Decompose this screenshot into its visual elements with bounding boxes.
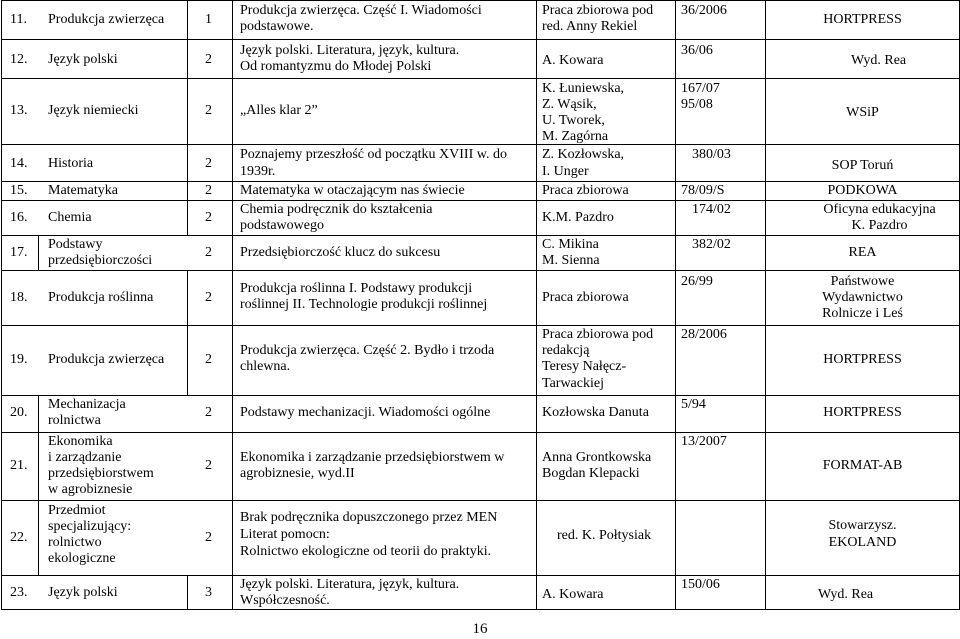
subject-cell: Chemia bbox=[48, 210, 92, 225]
row-number: 18. bbox=[10, 290, 28, 305]
row-number: 17. bbox=[10, 245, 28, 260]
row-number: 11. bbox=[10, 12, 27, 27]
title-line: Chemia podręcznik do kształcenia bbox=[240, 202, 433, 217]
publisher-line: Rolnicze i Leś bbox=[822, 306, 903, 321]
author-line: red. Anny Rekiel bbox=[542, 19, 638, 34]
author-line: I. Unger bbox=[542, 164, 589, 179]
hours-cell: 2 bbox=[205, 210, 212, 225]
page-number: 16 bbox=[472, 621, 488, 637]
hours-cell: 2 bbox=[205, 352, 212, 367]
title-line: Współczesność. bbox=[240, 593, 330, 608]
author-line: Tarwackiej bbox=[542, 376, 604, 391]
publisher-cell: FORMAT-AB bbox=[822, 458, 903, 473]
title-line: agrobiznesie, wyd.II bbox=[240, 466, 355, 481]
author-line: K. Łuniewska, bbox=[542, 81, 625, 96]
title-line: Podstawy mechanizacji. Wiadomości ogólne bbox=[240, 405, 491, 420]
hours-cell: 2 bbox=[205, 458, 212, 473]
title-line: chlewna. bbox=[240, 359, 291, 374]
hours-cell: 2 bbox=[205, 156, 212, 171]
publisher-cell: HORTPRESS bbox=[823, 12, 902, 27]
publisher-line: EKOLAND bbox=[828, 535, 897, 550]
approval-number: 36/2006 bbox=[681, 3, 727, 18]
subject-line: przedsiębiorstwem bbox=[48, 466, 154, 481]
publisher-line: Stowarzysz. bbox=[828, 518, 897, 533]
author-line: Bogdan Klepacki bbox=[542, 466, 640, 481]
approval-number: 13/2007 bbox=[681, 434, 727, 449]
subject-cell: Język polski bbox=[48, 585, 118, 600]
approval-number: 95/08 bbox=[681, 97, 713, 112]
publisher-line: Wydawnictwo bbox=[822, 290, 903, 305]
author-line: Anna Grontkowska bbox=[542, 450, 652, 465]
approval-number: 26/99 bbox=[681, 274, 713, 289]
publisher-cell: HORTPRESS bbox=[823, 405, 902, 420]
publisher-cell: REA bbox=[848, 245, 877, 260]
hours-cell: 2 bbox=[205, 530, 212, 545]
title-line: Poznajemy przeszłość od początku XVIII w. do bbox=[240, 147, 507, 162]
author-line: M. Zagórna bbox=[542, 129, 609, 144]
title-line: Brak podręcznika dopuszczonego przez MEN bbox=[240, 510, 498, 525]
title-line: Przedsiębiorczość klucz do sukcesu bbox=[240, 245, 441, 260]
author-line: Praca zbiorowa bbox=[542, 290, 629, 305]
subject-cell: Produkcja roślinna bbox=[48, 290, 154, 305]
hours-cell: 1 bbox=[205, 12, 212, 27]
subject-line: przedsiębiorczości bbox=[48, 253, 153, 268]
hours-cell: 2 bbox=[205, 245, 212, 260]
hours-cell: 3 bbox=[205, 585, 212, 600]
title-line: Produkcja zwierzęca. Część 2. Bydło i trzoda bbox=[240, 343, 495, 358]
approval-number: 28/2006 bbox=[681, 327, 727, 342]
row-number: 12. bbox=[10, 52, 28, 67]
subject-cell: Produkcja zwierzęca bbox=[48, 352, 165, 367]
author-line: C. Mikina bbox=[542, 237, 599, 252]
publisher-cell: Wyd. Rea bbox=[851, 53, 907, 68]
author-line: redakcją bbox=[542, 343, 590, 358]
title-line: „Alles klar 2” bbox=[240, 103, 318, 118]
approval-number: 174/02 bbox=[692, 202, 731, 217]
subject-cell: Historia bbox=[48, 156, 94, 171]
subject-line: rolnictwa bbox=[48, 413, 101, 428]
title-line: podstawowe. bbox=[240, 19, 314, 34]
subject-line: specjalizujący: bbox=[48, 519, 132, 534]
title-line: Język polski. Literatura, język, kultura. bbox=[240, 577, 460, 592]
subject-line: Przedmiot bbox=[48, 503, 106, 518]
subject-line: rolnictwo bbox=[48, 535, 102, 550]
row-number: 13. bbox=[10, 103, 28, 118]
title-line: 1939r. bbox=[240, 164, 276, 179]
author-line: red. K. Połtysiak bbox=[557, 528, 652, 543]
publisher-line: Państwowe bbox=[830, 274, 895, 289]
approval-number: 78/09/S bbox=[681, 183, 725, 198]
subject-line: Mechanizacja bbox=[48, 397, 126, 412]
approval-number: 167/07 bbox=[681, 81, 720, 96]
row-number: 21. bbox=[10, 458, 28, 473]
author-line: A. Kowara bbox=[542, 587, 604, 602]
row-number: 22. bbox=[10, 530, 28, 545]
author-line: M. Sienna bbox=[542, 253, 600, 268]
approval-number: 380/03 bbox=[692, 147, 731, 162]
approval-number: 382/02 bbox=[692, 237, 731, 252]
publisher-cell: PODKOWA bbox=[827, 183, 898, 198]
subject-cell: Produkcja zwierzęca bbox=[48, 12, 165, 27]
title-line: Od romantyzmu do Młodej Polski bbox=[240, 59, 432, 74]
subject-cell: Język niemiecki bbox=[48, 103, 139, 118]
subject-line: ekologiczne bbox=[48, 551, 116, 566]
hours-cell: 2 bbox=[205, 103, 212, 118]
row-number: 23. bbox=[10, 585, 28, 600]
author-line: Praca zbiorowa pod bbox=[542, 327, 654, 342]
subject-cell: Język polski bbox=[48, 52, 118, 67]
title-line: podstawowego bbox=[240, 218, 324, 233]
row-number: 14. bbox=[10, 156, 28, 171]
title-line: Produkcja roślinna I. Podstawy produkcji bbox=[240, 281, 473, 296]
author-line: Kozłowska Danuta bbox=[542, 405, 649, 420]
row-number: 20. bbox=[10, 405, 28, 420]
publisher-cell: Wyd. Rea bbox=[818, 587, 874, 602]
author-line: A. Kowara bbox=[542, 53, 604, 68]
title-line: Matematyka w otaczającym nas świecie bbox=[240, 183, 465, 198]
title-line: Rolnictwo ekologiczne od teorii do praktyki. bbox=[240, 544, 492, 559]
author-line: K.M. Pazdro bbox=[542, 210, 614, 225]
subject-line: w agrobiznesie bbox=[48, 482, 133, 497]
title-line: roślinnej II. Technologie produkcji roślinnej bbox=[240, 297, 488, 312]
author-line: Z. Kozłowska, bbox=[542, 147, 625, 162]
subject-line: i zarządzanie bbox=[48, 450, 122, 465]
hours-cell: 2 bbox=[205, 52, 212, 67]
publisher-cell: WSiP bbox=[846, 105, 879, 120]
author-line: Praca zbiorowa pod bbox=[542, 3, 654, 18]
approval-number: 5/94 bbox=[681, 397, 706, 412]
title-line: Język polski. Literatura, język, kultura. bbox=[240, 43, 460, 58]
author-line: Z. Wąsik, bbox=[542, 97, 597, 112]
subject-line: Ekonomika bbox=[48, 434, 113, 449]
hours-cell: 2 bbox=[205, 290, 212, 305]
row-number: 19. bbox=[10, 352, 28, 367]
hours-cell: 2 bbox=[205, 183, 212, 198]
row-number: 16. bbox=[10, 210, 28, 225]
publisher-cell: HORTPRESS bbox=[823, 352, 902, 367]
publisher-cell: SOP Toruń bbox=[831, 158, 894, 173]
title-line: Literat pomocn: bbox=[240, 527, 330, 542]
hours-cell: 2 bbox=[205, 405, 212, 420]
subject-cell: Matematyka bbox=[48, 183, 118, 198]
author-line: Teresy Nałęcz- bbox=[542, 359, 627, 374]
publisher-line: Oficyna edukacyjna bbox=[823, 202, 936, 217]
author-line: Praca zbiorowa bbox=[542, 183, 629, 198]
title-line: Produkcja zwierzęca. Część I. Wiadomości bbox=[240, 3, 482, 18]
author-line: U. Tworek, bbox=[542, 113, 605, 128]
approval-number: 36/06 bbox=[681, 43, 713, 58]
subject-line: Podstawy bbox=[48, 237, 103, 252]
publisher-line: K. Pazdro bbox=[851, 218, 908, 233]
approval-number: 150/06 bbox=[681, 577, 720, 592]
title-line: Ekonomika i zarządzanie przedsiębiorstwem w bbox=[240, 450, 505, 465]
row-number: 15. bbox=[10, 183, 28, 198]
